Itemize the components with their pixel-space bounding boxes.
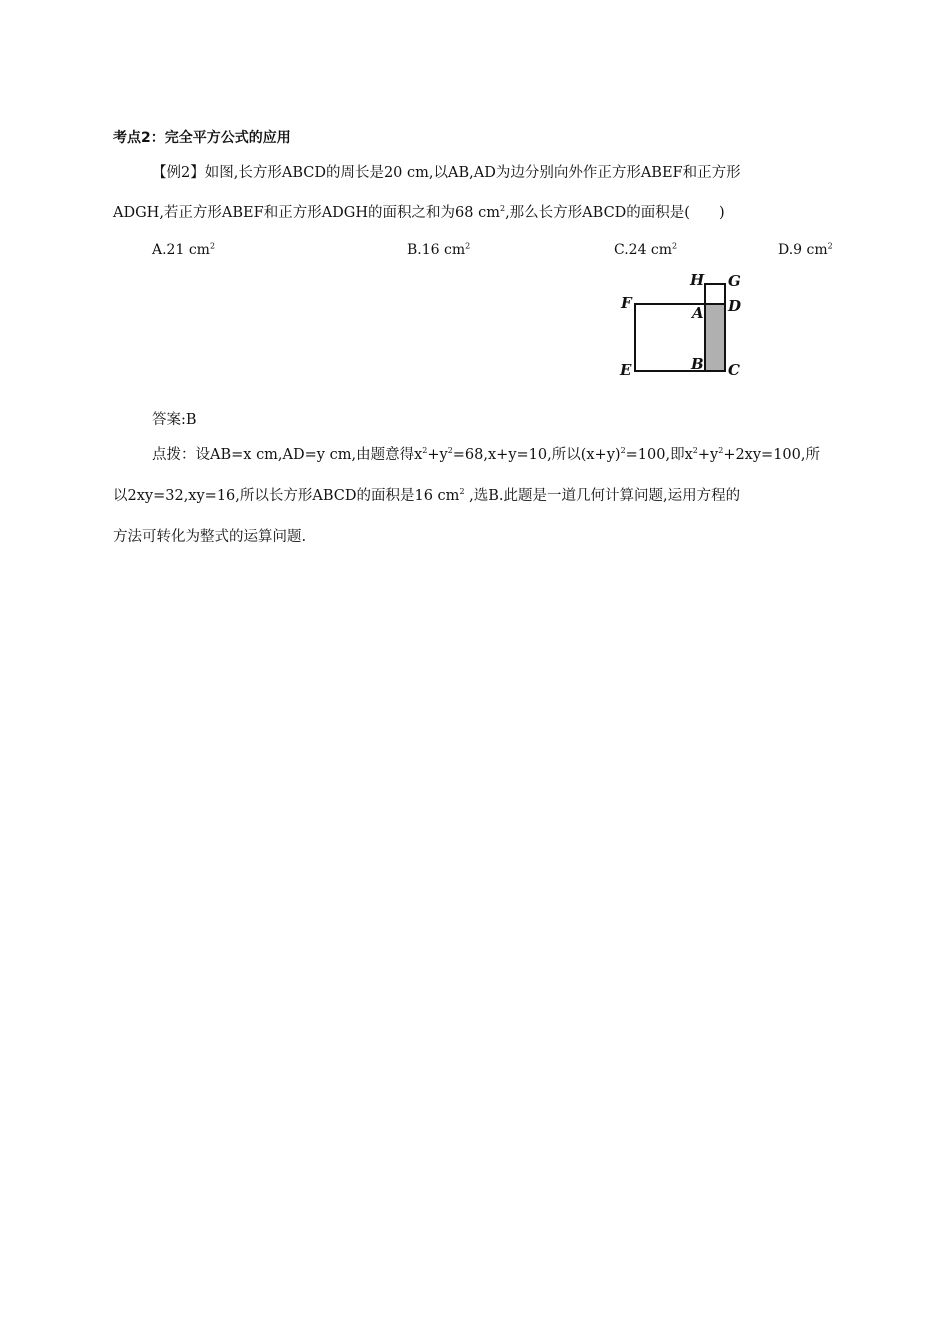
option-b (407, 242, 470, 258)
hint-text: +2xy=100,所 (723, 447, 820, 463)
hint-text: 点拨：设AB=x cm,AD=y cm,由题意得x (152, 447, 423, 463)
hint-text: ,选B.此题是一道几何计算问题,运用方程的 (464, 488, 741, 504)
hint-line-2 (113, 486, 740, 506)
superscript: 2 (209, 241, 216, 251)
option-d (778, 242, 833, 258)
option-d-text: D.9 cm (778, 242, 828, 258)
label-b: B (691, 355, 704, 373)
superscript: 2 (499, 204, 506, 214)
superscript: 2 (718, 446, 724, 456)
option-b-text: B.16 cm (407, 242, 466, 258)
hint-text: +y (697, 447, 719, 463)
option-a (152, 242, 215, 258)
label-d: D (728, 297, 742, 315)
option-c-text: C.24 cm (614, 242, 673, 258)
shaded-rectangle-abcd (705, 304, 725, 371)
superscript: 2 (422, 446, 428, 456)
superscript: 2 (672, 241, 678, 251)
label-h: H (690, 271, 705, 289)
superscript: 2 (459, 487, 465, 497)
superscript: 2 (692, 446, 698, 456)
square-adgh (705, 284, 725, 304)
label-e: E (620, 361, 632, 379)
example-tag: 【例2】 (152, 165, 205, 181)
hint-text: =68,x+y=10,所以(x+y) (452, 447, 621, 463)
superscript: 2 (465, 241, 471, 251)
answer: 答案:B (152, 412, 197, 428)
example-text-1: 如图,长方形ABCD的周长是20 cm,以AB,AD为边分别向外作正方形ABEF和正方形 (204, 165, 741, 181)
label-c: C (728, 361, 740, 379)
hint-text: =100,即x (625, 447, 693, 463)
hint-line-3: 方法可转化为整式的运算问题. (113, 529, 307, 545)
label-a: A (692, 304, 704, 322)
hint-text: 以2xy=32,xy=16,所以长方形ABCD的面积是16 cm (113, 488, 460, 504)
example-text-2a: ADGH,若正方形ABEF和正方形ADGH的面积之和为68 cm (113, 205, 500, 221)
superscript: 2 (827, 241, 833, 251)
option-c (614, 242, 677, 258)
section-title: 考点2：完全平方公式的应用 (113, 130, 291, 146)
hint-line-1 (152, 445, 820, 465)
label-g: G (728, 272, 741, 290)
example-text-2b: ,那么长方形ABCD的面积是( ) (505, 205, 725, 221)
example-line-2 (113, 203, 725, 223)
option-a-text: A.21 cm (152, 242, 210, 258)
superscript: 2 (447, 446, 453, 456)
hint-text: +y (427, 447, 448, 463)
superscript: 2 (620, 446, 626, 456)
example-line-1 (152, 163, 741, 183)
geometry-figure (612, 268, 772, 383)
label-f: F (621, 294, 632, 312)
